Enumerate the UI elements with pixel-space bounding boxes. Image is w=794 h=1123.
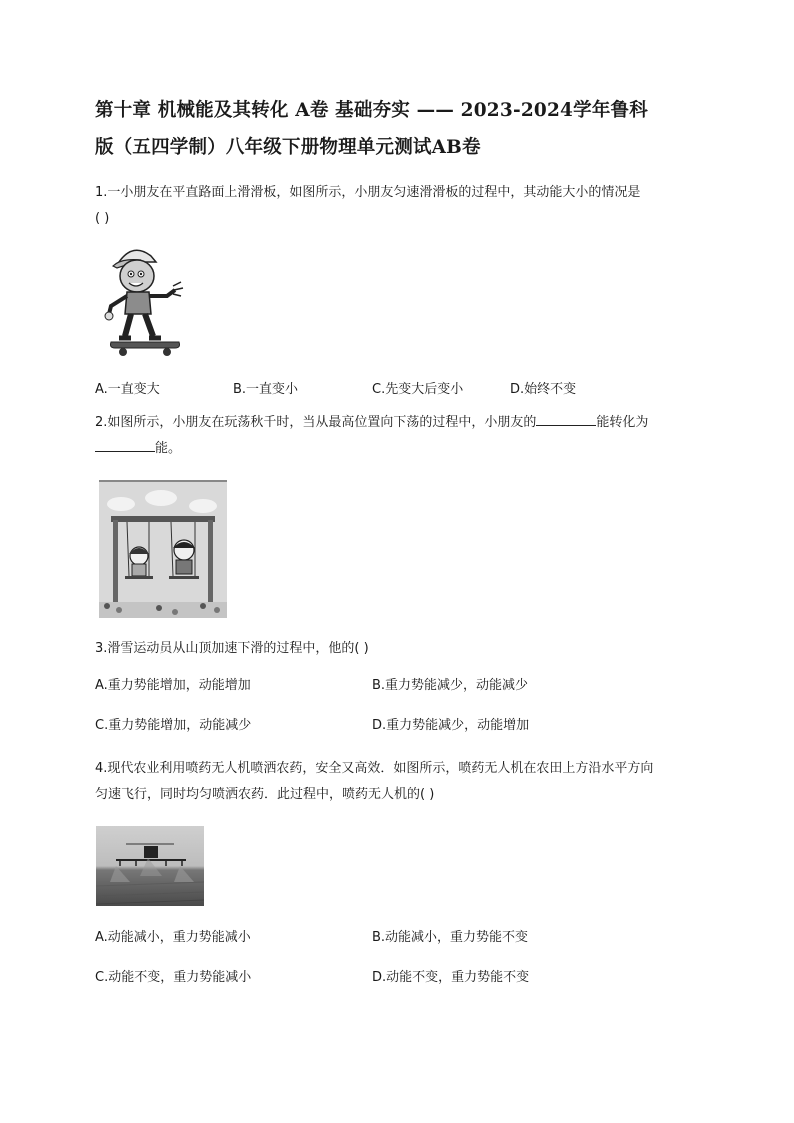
q2-stem-part-b: 能转化为	[596, 415, 649, 430]
q2-stem-line-2	[95, 436, 705, 462]
q2-answer-blank-2[interactable]	[95, 437, 155, 452]
q1-stem-line-1: 1.一小朋友在平直路面上滑滑板，如图所示，小朋友匀速滑滑板的过程中，其动能大小的情况是	[95, 185, 641, 200]
worksheet-page	[95, 92, 705, 988]
question-1	[95, 180, 705, 400]
q4-options-row-1	[95, 928, 705, 948]
q1-skateboard-figure	[101, 240, 705, 358]
q4-option-c[interactable]: C.动能不变，重力势能减小	[95, 970, 252, 985]
q2-stem-part-a: 2.如图所示，小朋友在玩荡秋千时，当从最高位置向下荡的过程中，小朋友的	[95, 415, 537, 430]
swing-kids-image	[99, 480, 227, 618]
title-line-2: 版（五四学制）八年级下册物理单元测试AB卷	[95, 137, 481, 158]
q2-answer-blank-1[interactable]	[536, 411, 596, 426]
q1-option-c[interactable]: C.先变大后变小	[372, 382, 464, 397]
q4-stem-line-1: 4.现代农业利用喷药无人机喷洒农药，安全又高效．如图所示，喷药无人机在农田上方沿水平方向	[95, 761, 654, 776]
q3-option-d[interactable]: D.重力势能减少，动能增加	[372, 718, 530, 733]
q3-stem: 3.滑雪运动员从山顶加速下滑的过程中，他的( )	[95, 641, 369, 656]
q2-swing-figure	[99, 480, 705, 618]
document-title	[95, 92, 705, 166]
title-line-1: 第十章 机械能及其转化 A卷 基础夯实 —— 2023-2024学年鲁科	[95, 100, 648, 121]
question-3	[95, 636, 705, 736]
skateboard-kid-image	[101, 240, 186, 358]
q3-options-row-2	[95, 716, 705, 736]
q4-option-a[interactable]: A.动能减小，重力势能减小	[95, 930, 251, 945]
q4-stem-line-2: 匀速飞行，同时均匀喷洒农药．此过程中，喷药无人机的( )	[95, 787, 435, 802]
q1-stem-line-2: ( )	[95, 211, 110, 226]
question-2	[95, 410, 705, 618]
question-4	[95, 756, 705, 988]
q2-stem-part-c: 能。	[155, 441, 182, 456]
q2-stem-line-1	[95, 410, 705, 436]
spraying-drone-image	[96, 826, 204, 906]
q1-option-a[interactable]: A.一直变大	[95, 382, 160, 397]
q3-option-a[interactable]: A.重力势能增加，动能增加	[95, 678, 251, 693]
q3-option-b[interactable]: B.重力势能减少，动能减少	[372, 678, 529, 693]
q1-options	[95, 380, 705, 400]
q3-options-row-1	[95, 676, 705, 696]
q4-options-row-2	[95, 968, 705, 988]
q3-option-c[interactable]: C.重力势能增加，动能减少	[95, 718, 252, 733]
q4-drone-figure	[96, 826, 705, 906]
q1-option-d[interactable]: D.始终不变	[510, 382, 577, 397]
q1-option-b[interactable]: B.一直变小	[233, 382, 299, 397]
q4-option-b[interactable]: B.动能减小，重力势能不变	[372, 930, 529, 945]
q4-option-d[interactable]: D.动能不变，重力势能不变	[372, 970, 530, 985]
